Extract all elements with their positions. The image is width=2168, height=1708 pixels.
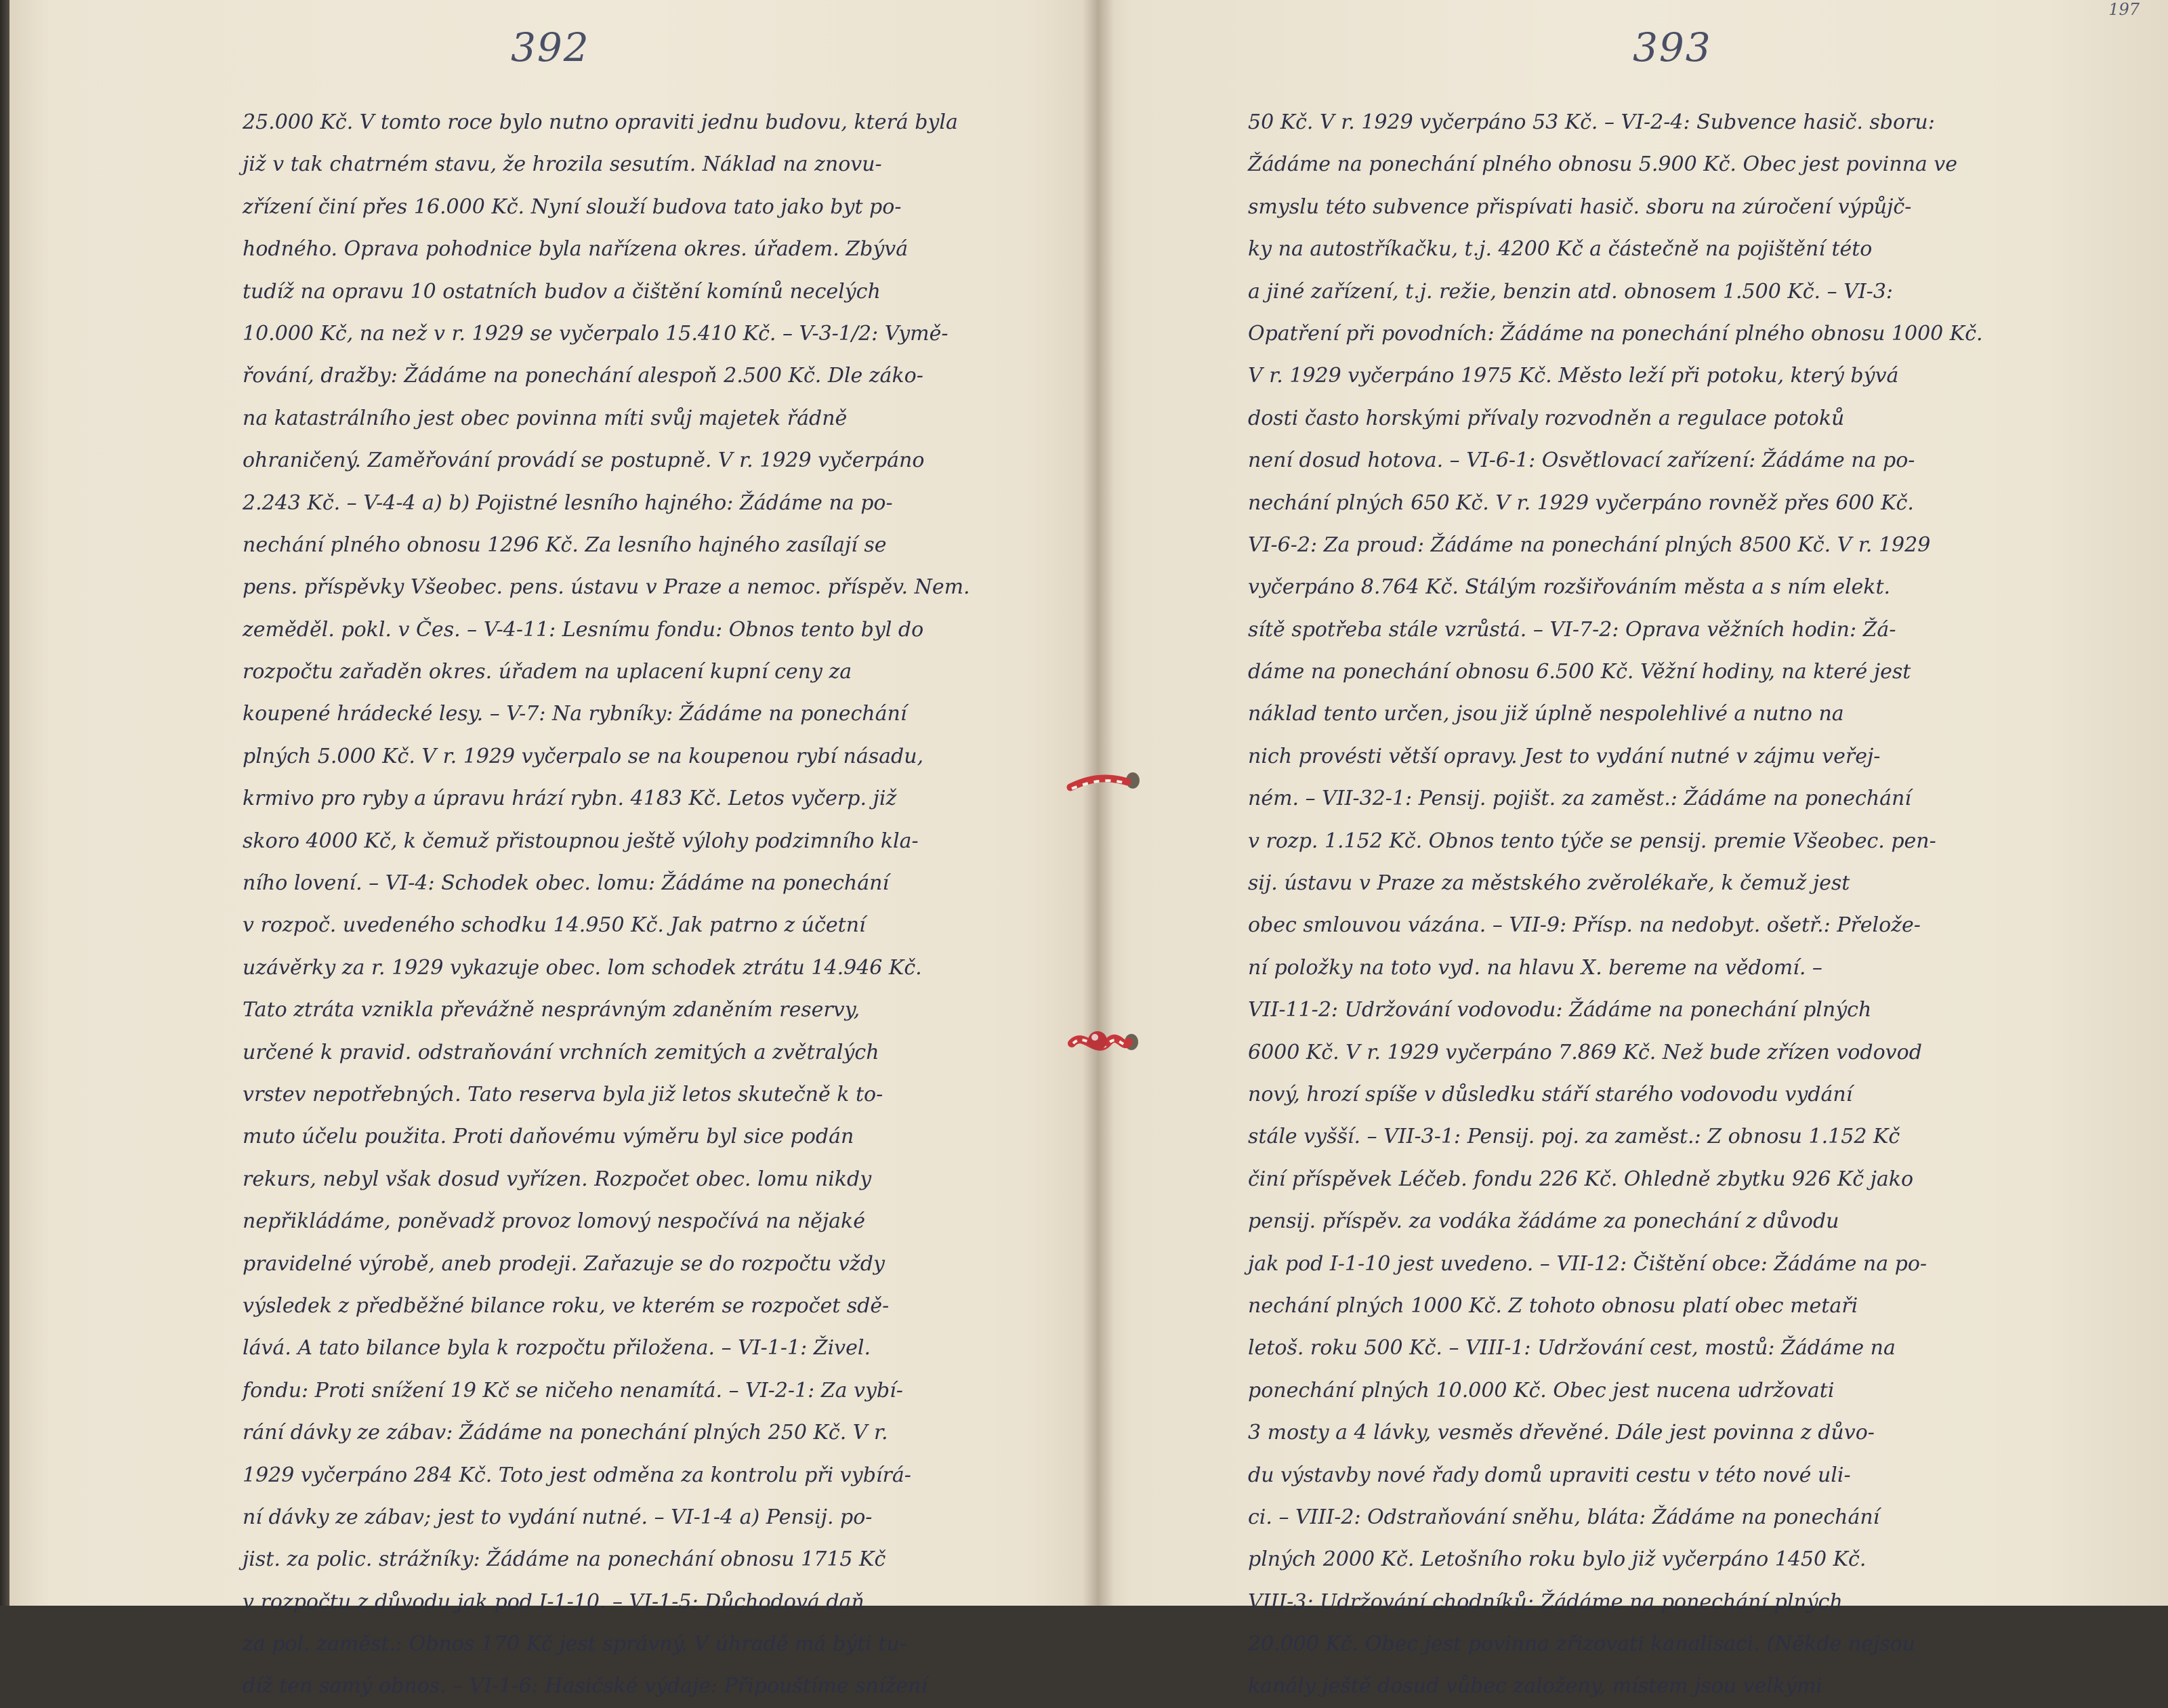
left-page-line: uzávěrky za r. 1929 vykazuje obec. lom schodek ztrátu 14.946 Kč. bbox=[243, 955, 922, 980]
right-page-line: kanály ještě dosud vůbec založeny, místem jsou velkými bbox=[1248, 1674, 1823, 1699]
left-page-line: určené k pravid. odstraňování vrchních zemitých a zvětralých bbox=[243, 1040, 879, 1064]
right-page-line: 6000 Kč. V r. 1929 vyčerpáno 7.869 Kč. Než bude zřízen vodovod bbox=[1248, 1040, 1922, 1064]
right-page-line: smyslu této subvence přispívati hasič. sboru na zúročení výpůjč- bbox=[1248, 194, 1912, 219]
right-page-line: ky na autostříkačku, t.j. 4200 Kč a částečně na pojištění této bbox=[1248, 237, 1873, 262]
right-page bbox=[1098, 0, 2168, 1699]
left-page-line: pens. příspěvky Všeobec. pens. ústavu v Praze a nemoc. příspěv. Nem. bbox=[243, 575, 970, 600]
left-page-line: krmivo pro ryby a úpravu hrází rybn. 4183 Kč. Letos vyčerp. již bbox=[243, 787, 897, 811]
left-page-line: nepřikládáme, poněvadž provoz lomový nespočívá na nějaké bbox=[243, 1209, 865, 1234]
left-page-line: řování, dražby: Žádáme na ponechání alespoň 2.500 Kč. Dle záko- bbox=[243, 364, 923, 388]
right-page-line: V r. 1929 vyčerpáno 1975 Kč. Město leží při potoku, který bývá bbox=[1248, 364, 1899, 388]
left-page-line: rozpočtu zařaděn okres. úřadem na uplacení kupní ceny za bbox=[243, 660, 852, 684]
binding-knot-highlight bbox=[1091, 1034, 1098, 1041]
right-page-line: 3 mosty a 4 lávky, vesměs dřevěné. Dále jest povinna z důvo- bbox=[1248, 1421, 1875, 1445]
left-page-line: zeměděl. pokl. v Čes. – V-4-11: Lesnímu fondu: Obnos tento byl do bbox=[243, 617, 924, 642]
left-page-line: pravidelné výrobě, aneb prodeji. Zařazuje se do rozpočtu vždy bbox=[243, 1251, 885, 1276]
page-number-right: 393 bbox=[1633, 24, 1712, 70]
left-page-line: díž ten samý obnos. – VI-1-6: Hasičské výdaje: Připouštíme snížení bbox=[243, 1674, 927, 1699]
left-page-line: ohraničený. Zaměřování provádí se postupně. V r. 1929 vyčerpáno bbox=[243, 449, 925, 473]
left-page-line: 2.243 Kč. – V-4-4 a) b) Pojistné lesního hajného: Žádáme na po- bbox=[243, 491, 893, 515]
left-page-line: rání dávky ze zábav: Žádáme na ponechání plných 250 Kč. V r. bbox=[243, 1421, 888, 1445]
left-page-line: lává. A tato bilance byla k rozpočtu přiložena. – VI-1-1: Živel. bbox=[243, 1336, 871, 1360]
left-page-line: ního lovení. – VI-4: Schodek obec. lomu: Žádáme na ponechání bbox=[243, 871, 890, 896]
right-page-line: dosti často horskými přívaly rozvodněn a regulace potoků bbox=[1248, 406, 1845, 430]
right-page-line: ci. – VIII-2: Odstraňování sněhu, bláta: Žádáme na ponechání bbox=[1248, 1505, 1880, 1529]
binding-knot bbox=[1088, 1031, 1107, 1050]
right-page-line: vyčerpáno 8.764 Kč. Stálým rozšiřováním města a s ním elekt. bbox=[1248, 575, 1891, 600]
right-page-line: obec smlouvou vázána. – VII-9: Přísp. na nedobyt. ošetř.: Přelože- bbox=[1248, 913, 1921, 938]
right-page-line: letoš. roku 500 Kč. – VIII-1: Udržování cest, mostů: Žádáme na bbox=[1248, 1336, 1896, 1360]
left-page-text bbox=[243, 102, 1008, 1708]
left-page-line: nechání plného obnosu 1296 Kč. Za lesního hajného zasílají se bbox=[243, 533, 887, 557]
left-page-line: v rozpoč. uvedeného schodku 14.950 Kč. Jak patrno z účetní bbox=[243, 913, 866, 938]
left-page-line: výsledek z předběžné bilance roku, ve kterém se rozpočet sdě- bbox=[243, 1293, 890, 1318]
right-page-line: ném. – VII-32-1: Pensij. pojišt. za zaměst.: Žádáme na ponechání bbox=[1248, 787, 1911, 811]
left-page-line: zřízení činí přes 16.000 Kč. Nyní slouží budova tato jako byt po- bbox=[243, 194, 902, 219]
left-page-line: koupené hrádecké lesy. – V-7: Na rybníky: Žádáme na ponechání bbox=[243, 702, 907, 726]
right-page-line: stále vyšší. – VII-3-1: Pensij. poj. za zaměst.: Z obnosu 1.152 Kč bbox=[1248, 1125, 1900, 1149]
right-page-line: sítě spotřeba stále vzrůstá. – VI-7-2: Oprava věžních hodin: Žá- bbox=[1248, 617, 1896, 642]
right-page-line: pensij. příspěv. za vodáka žádáme za ponechání z důvodu bbox=[1248, 1209, 1839, 1234]
left-page-line: rekurs, nebyl však dosud vyřízen. Rozpočet obec. lomu nikdy bbox=[243, 1167, 872, 1191]
left-page-line: muto účelu použita. Proti daňovému výměru byl sice podán bbox=[243, 1125, 854, 1149]
right-page-line: ní položky na toto vyd. na hlavu X. bereme na vědomí. – bbox=[1248, 955, 1822, 980]
right-page-line: 20.000 Kč. Obec jest povinna zřizovati kanalisaci. (Někde nejsou bbox=[1248, 1632, 1915, 1657]
right-page-line: nechání plných 650 Kč. V r. 1929 vyčerpáno rovněž přes 600 Kč. bbox=[1248, 491, 1914, 515]
right-page-text bbox=[1248, 102, 2014, 1708]
right-page-line: plných 2000 Kč. Letošního roku bylo již vyčerpáno 1450 Kč. bbox=[1248, 1547, 1867, 1572]
right-page-line: Opatření při povodních: Žádáme na ponechání plného obnosu 1000 Kč. bbox=[1248, 321, 1983, 346]
right-page-line: nich provésti větší opravy. Jest to vydání nutné v zájmu veřej- bbox=[1248, 744, 1881, 768]
left-page-line: v rozpočtu z důvodu jak pod I-1-10. – VI-1-5: Důchodová daň bbox=[243, 1589, 864, 1614]
left-page-line: plných 5.000 Kč. V r. 1929 vyčerpalo se na koupenou rybí násadu, bbox=[243, 744, 924, 768]
page-number-left: 392 bbox=[511, 24, 590, 70]
left-page-line: za pol. zaměst.: Obnos 170 Kč jest správný. V úhradě má býti tu- bbox=[243, 1632, 906, 1657]
left-page-line: 25.000 Kč. V tomto roce bylo nutno opraviti jednu budovu, která byla bbox=[243, 110, 958, 134]
right-page-line: sij. ústavu v Praze za městského zvěrolékaře, k čemuž jest bbox=[1248, 871, 1850, 896]
right-page-line: VIII-3: Udržování chodníků: Žádáme na ponechání plných bbox=[1248, 1589, 1843, 1614]
left-page-line: tudíž na opravu 10 ostatních budov a čištění komínů necelých bbox=[243, 279, 881, 304]
right-page-line: náklad tento určen, jsou již úplně nespolehlivé a nutno na bbox=[1248, 702, 1844, 726]
right-page-line: Žádáme na ponechání plného obnosu 5.900 Kč. Obec jest povinna ve bbox=[1248, 152, 1958, 177]
folio-stamp: 197 bbox=[2108, 0, 2140, 19]
left-page-line: vrstev nepotřebných. Tato reserva byla již letos skutečně k to- bbox=[243, 1082, 883, 1106]
left-page-line: fondu: Proti snížení 19 Kč se ničeho nenamítá. – VI-2-1: Za vybí- bbox=[243, 1378, 903, 1402]
left-page-line: 1929 vyčerpáno 284 Kč. Toto jest odměna za kontrolu při vybírá- bbox=[243, 1463, 911, 1487]
right-page-line: 50 Kč. V r. 1929 vyčerpáno 53 Kč. – VI-2-4: Subvence hasič. sboru: bbox=[1248, 110, 1935, 134]
right-page-line: v rozp. 1.152 Kč. Obnos tento týče se pensij. premie Všeobec. pen- bbox=[1248, 829, 1936, 853]
right-page-line: du výstavby nové řady domů upraviti cestu v této nové uli- bbox=[1248, 1463, 1851, 1487]
right-page-line: VI-6-2: Za proud: Žádáme na ponechání plných 8500 Kč. V r. 1929 bbox=[1248, 533, 1931, 557]
right-page-line: není dosud hotova. – VI-6-1: Osvětlovací zařízení: Žádáme na po- bbox=[1248, 449, 1915, 473]
left-page-line: hodného. Oprava pohodnice byla nařízena okres. úřadem. Zbývá bbox=[243, 237, 909, 262]
left-page bbox=[9, 0, 1098, 1699]
left-page-line: skoro 4000 Kč, k čemuž přistoupnou ještě výlohy podzimního kla- bbox=[243, 829, 919, 853]
binding-string bbox=[1057, 759, 1159, 1070]
right-page-line: ponechání plných 10.000 Kč. Obec jest nucena udržovati bbox=[1248, 1378, 1835, 1402]
right-page-line: VII-11-2: Udržování vodovodu: Žádáme na ponechání plných bbox=[1248, 998, 1872, 1022]
left-page-line: 10.000 Kč, na než v r. 1929 se vyčerpalo 15.410 Kč. – V-3-1/2: Vymě- bbox=[243, 321, 948, 346]
left-page-line: ní dávky ze zábav; jest to vydání nutné. – VI-1-4 a) Pensij. po- bbox=[243, 1505, 873, 1529]
left-page-line: na katastrálního jest obec povinna míti svůj majetek řádně bbox=[243, 406, 848, 430]
right-page-line: činí příspěvek Léčeb. fondu 226 Kč. Ohledně zbytku 926 Kč jako bbox=[1248, 1167, 1914, 1191]
right-page-line: nový, hrozí spíše v důsledku stáří starého vodovodu vydání bbox=[1248, 1082, 1853, 1106]
right-page-line: a jiné zařízení, t.j. režie, benzin atd. obnosem 1.500 Kč. – VI-3: bbox=[1248, 279, 1894, 304]
right-page-line: jak pod I-1-10 jest uvedeno. – VII-12: Čištění obce: Žádáme na po- bbox=[1248, 1251, 1927, 1276]
right-page-line: nechání plných 1000 Kč. Z tohoto obnosu platí obec metaři bbox=[1248, 1293, 1858, 1318]
right-page-line: dáme na ponechání obnosu 6.500 Kč. Věžní hodiny, na které jest bbox=[1248, 660, 1911, 684]
left-page-line: Tato ztráta vznikla převážně nesprávným zdaněním reservy, bbox=[243, 998, 860, 1022]
left-page-line: jist. za polic. strážníky: Žádáme na ponechání obnosu 1715 Kč bbox=[243, 1547, 886, 1572]
left-page-line: již v tak chatrném stavu, že hrozila sesutím. Náklad na znovu- bbox=[243, 152, 882, 177]
